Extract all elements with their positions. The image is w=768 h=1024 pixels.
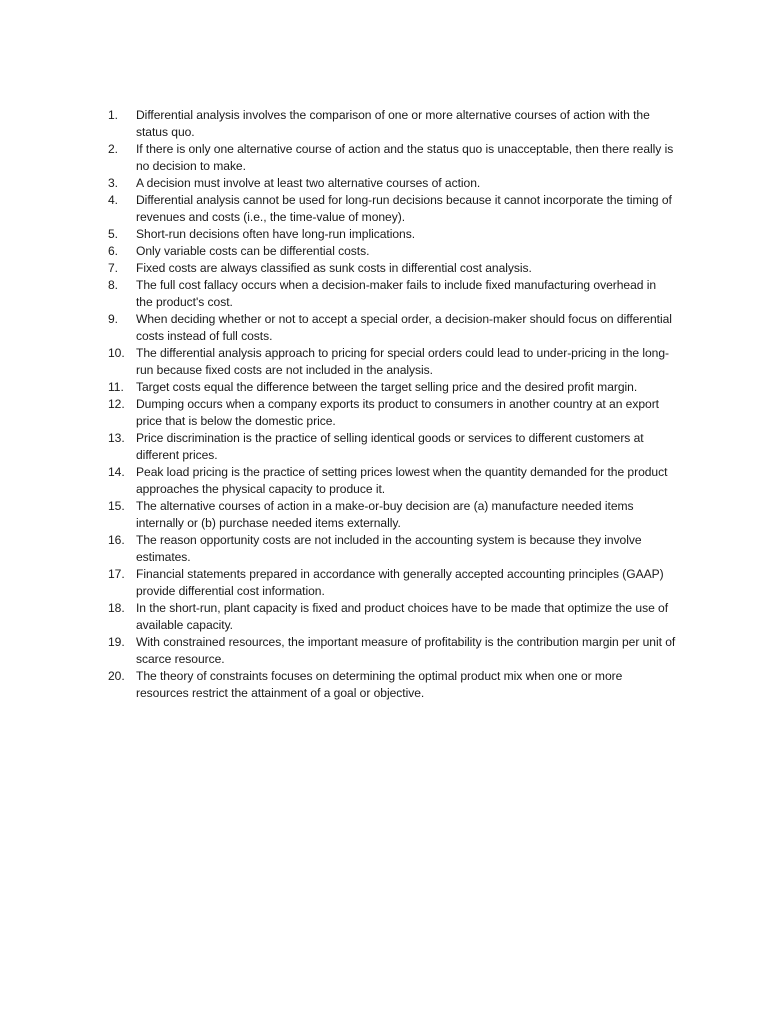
statement-item xyxy=(108,192,678,226)
statement-text: Short-run decisions often have long-run implications. xyxy=(136,227,416,241)
statement-text: Differential analysis cannot be used for long-run decisions because it cannot incorporate the timing of revenues and costs (i.e., the time-value of money). xyxy=(136,193,672,224)
statement-item xyxy=(108,260,678,277)
statement-number: 13. xyxy=(108,431,125,445)
statement-number: 12. xyxy=(108,397,125,411)
statement-text: Peak load pricing is the practice of setting prices lowest when the quantity demanded for the product approaches the physical capacity to produce it. xyxy=(136,465,668,496)
statement-item xyxy=(108,600,678,634)
statement-number: 18. xyxy=(108,601,125,615)
statement-item xyxy=(108,396,678,430)
statement-text: When deciding whether or not to accept a special order, a decision-maker should focus on differential costs instead of full costs. xyxy=(136,312,672,343)
statement-text: The differential analysis approach to pricing for special orders could lead to under-pricing in the long-run because fixed costs are not included in the analysis. xyxy=(136,346,670,377)
statement-number: 15. xyxy=(108,499,125,513)
statement-number: 14. xyxy=(108,465,125,479)
statement-number: 7. xyxy=(108,261,118,275)
statement-number: 17. xyxy=(108,567,125,581)
statement-number: 9. xyxy=(108,312,118,326)
statement-item xyxy=(108,345,678,379)
statement-item xyxy=(108,175,678,192)
statement-text: Target costs equal the difference between the target selling price and the desired profit margin. xyxy=(136,380,638,394)
statement-item xyxy=(108,226,678,243)
statement-list xyxy=(108,107,678,702)
statement-item xyxy=(108,379,678,396)
statement-item xyxy=(108,277,678,311)
statement-text: In the short-run, plant capacity is fixed and product choices have to be made that optimize the use of available capacity. xyxy=(136,601,669,632)
statement-item xyxy=(108,430,678,464)
statement-number: 8. xyxy=(108,278,118,292)
statement-item xyxy=(108,141,678,175)
statement-text: Fixed costs are always classified as sunk costs in differential cost analysis. xyxy=(136,261,532,275)
statement-text: If there is only one alternative course of action and the status quo is unacceptable, then there really is no decision to make. xyxy=(136,142,674,173)
statement-number: 3. xyxy=(108,176,118,190)
statement-number: 5. xyxy=(108,227,118,241)
statement-text: The reason opportunity costs are not included in the accounting system is because they involve estimates. xyxy=(136,533,642,564)
statement-item xyxy=(108,498,678,532)
statement-text: Price discrimination is the practice of selling identical goods or services to different customers at different prices. xyxy=(136,431,644,462)
statement-number: 1. xyxy=(108,108,118,122)
statement-item xyxy=(108,668,678,702)
statement-item xyxy=(108,107,678,141)
statement-text: Only variable costs can be differential costs. xyxy=(136,244,370,258)
statement-number: 4. xyxy=(108,193,118,207)
statement-number: 2. xyxy=(108,142,118,156)
statement-text: A decision must involve at least two alternative courses of action. xyxy=(136,176,481,190)
statement-number: 16. xyxy=(108,533,125,547)
statement-item xyxy=(108,634,678,668)
statement-text: The full cost fallacy occurs when a decision-maker fails to include fixed manufacturing overhead in the product's cost. xyxy=(136,278,657,309)
statement-item xyxy=(108,464,678,498)
statement-text: Financial statements prepared in accordance with generally accepted accounting principles (GAAP) provide differential cost information. xyxy=(136,567,664,598)
statement-item xyxy=(108,566,678,600)
statement-item xyxy=(108,532,678,566)
statement-number: 10. xyxy=(108,346,125,360)
statement-number: 6. xyxy=(108,244,118,258)
statement-item xyxy=(108,243,678,260)
statement-number: 20. xyxy=(108,669,125,683)
statement-number: 11. xyxy=(108,380,124,394)
statement-text: The theory of constraints focuses on determining the optimal product mix when one or more resources restrict the attainment of a goal or objective. xyxy=(136,669,623,700)
statement-number: 19. xyxy=(108,635,125,649)
statement-text: With constrained resources, the important measure of profitability is the contribution margin per unit of scarce resource. xyxy=(136,635,676,666)
statement-item xyxy=(108,311,678,345)
statement-text: Dumping occurs when a company exports its product to consumers in another country at an export price that is below the domestic price. xyxy=(136,397,659,428)
statement-text: Differential analysis involves the comparison of one or more alternative courses of action with the status quo. xyxy=(136,108,650,139)
statement-text: The alternative courses of action in a make-or-buy decision are (a) manufacture needed items internally or (b) purchase needed items externally. xyxy=(136,499,634,530)
